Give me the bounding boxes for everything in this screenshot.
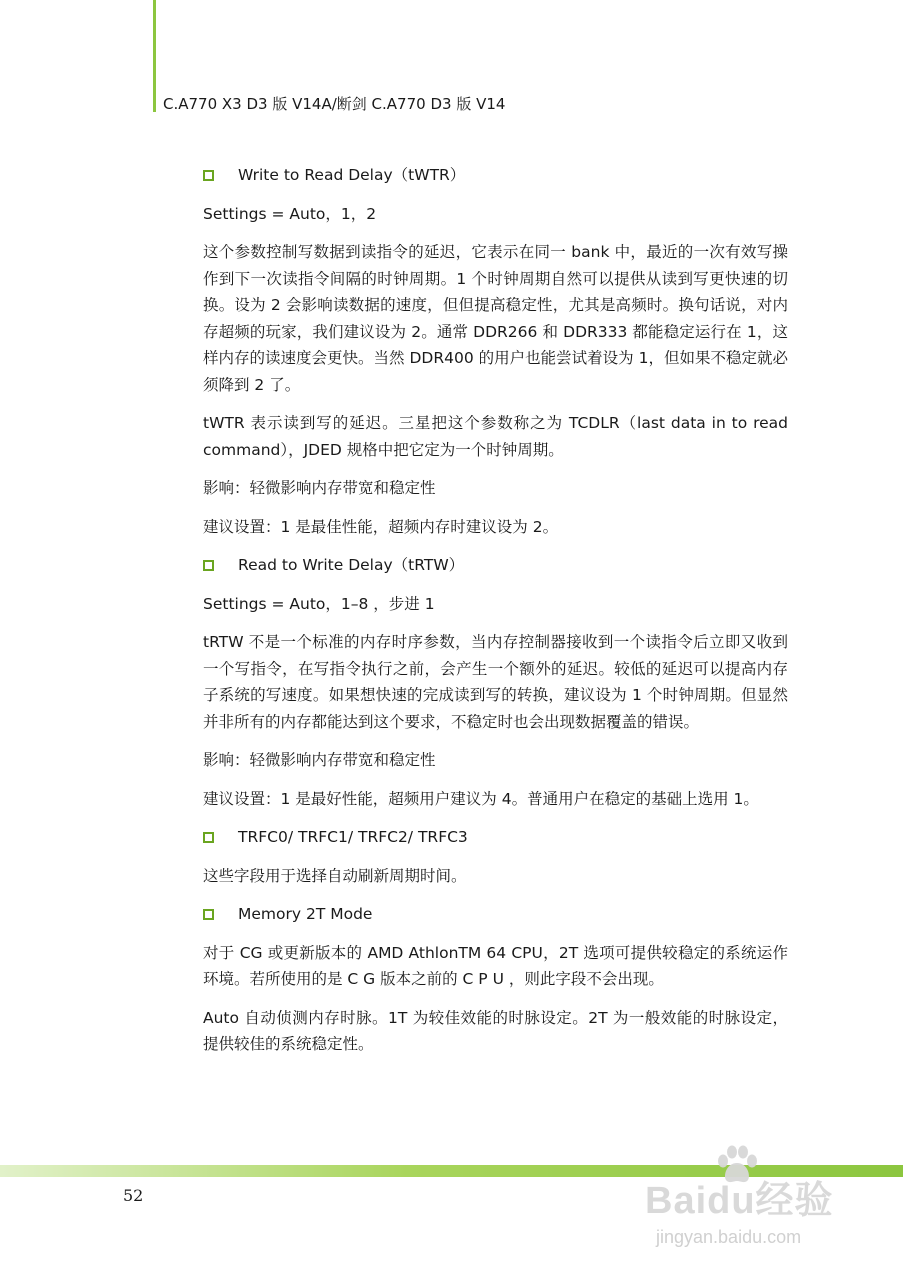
section-heading-text: Memory 2T Mode xyxy=(238,905,373,923)
page-header: C.A770 X3 D3 版 V14A/断剑 C.A770 D3 版 V14 xyxy=(163,95,506,113)
paragraph: Auto 自动侦测内存时脉。1T 为较佳效能的时脉设定。2T 为一般效能的时脉设定，提供较佳的系统稳定性。 xyxy=(203,1008,788,1053)
paragraph: 这个参数控制写数据到读指令的延迟，它表示在同一 bank 中，最近的一次有效写操作到下一次读指令间隔的时钟周期。1 个时钟周期自然可以提供从读到写更快速的切换。设为 2 会影响读数据的速度，但但提高稳定性，尤其是高频时。换句话说，对内存超频的玩家，我们建议设为 2。通常 DDR266 和 DDR333 都能稳定运行在 1，这样内存的读速度会更快。当然 DDR400 的用户也能尝试着设为 1，但如果不稳定就必须降到 2 了。 xyxy=(203,243,788,394)
page-number: 52 xyxy=(123,1186,144,1205)
section-heading-trfc xyxy=(203,824,788,851)
section-heading-trtw xyxy=(203,552,788,579)
checkbox-bullet-icon xyxy=(203,909,214,920)
paragraph: Settings = Auto，1–8 ，步进 1 xyxy=(203,594,435,613)
paragraph: 建议设置：1 是最好性能，超频用户建议为 4。普通用户在稳定的基础上选用 1。 xyxy=(203,789,759,808)
paragraph: 对于 CG 或更新版本的 AMD AthlonTM 64 CPU，2T 选项可提供较稳定的系统运作环境。若所使用的是 C G 版本之前的 C P U ，则此字段不会出现。 xyxy=(203,943,788,988)
checkbox-bullet-icon xyxy=(203,560,214,571)
section-heading-text: Write to Read Delay（tWTR） xyxy=(238,166,466,184)
watermark-url: jingyan.baidu.com xyxy=(656,1227,802,1247)
paragraph: tRTW 不是一个标准的内存时序参数，当内存控制器接收到一个读指令后立即又收到一个写指令，在写指令执行之前，会产生一个额外的延迟。较低的延迟可以提高内存子系统的写速度。如果想快速的完成读到写的转换，建议设为 1 个时钟周期。但显然并非所有的内存都能达到这个要求，不稳定时也会出现数据覆盖的错误。 xyxy=(203,633,788,731)
checkbox-bullet-icon xyxy=(203,832,214,843)
baidu-watermark xyxy=(640,1145,850,1275)
paragraph: 影响：轻微影响内存带宽和稳定性 xyxy=(203,751,436,769)
paragraph: 建议设置：1 是最佳性能，超频内存时建议设为 2。 xyxy=(203,517,559,536)
paragraph: 这些字段用于选择自动刷新周期时间。 xyxy=(203,866,467,885)
checkbox-bullet-icon xyxy=(203,170,214,181)
paragraph: tWTR 表示读到写的延迟。三星把这个参数称之为 TCDLR（last data in to read command），JDED 规格中把它定为一个时钟周期。 xyxy=(203,414,788,459)
section-heading-memory-2t xyxy=(203,901,788,928)
section-heading-text: Read to Write Delay（tRTW） xyxy=(238,556,465,574)
header-accent-line xyxy=(153,0,156,112)
watermark-logo-text: Baidu经验 xyxy=(645,1180,834,1222)
section-heading-text: TRFC0/ TRFC1/ TRFC2/ TRFC3 xyxy=(238,828,468,846)
document-body xyxy=(203,162,788,1070)
paragraph: 影响：轻微影响内存带宽和稳定性 xyxy=(203,479,436,497)
paragraph: Settings = Auto，1，2 xyxy=(203,204,377,223)
section-heading-twtr xyxy=(203,162,788,189)
